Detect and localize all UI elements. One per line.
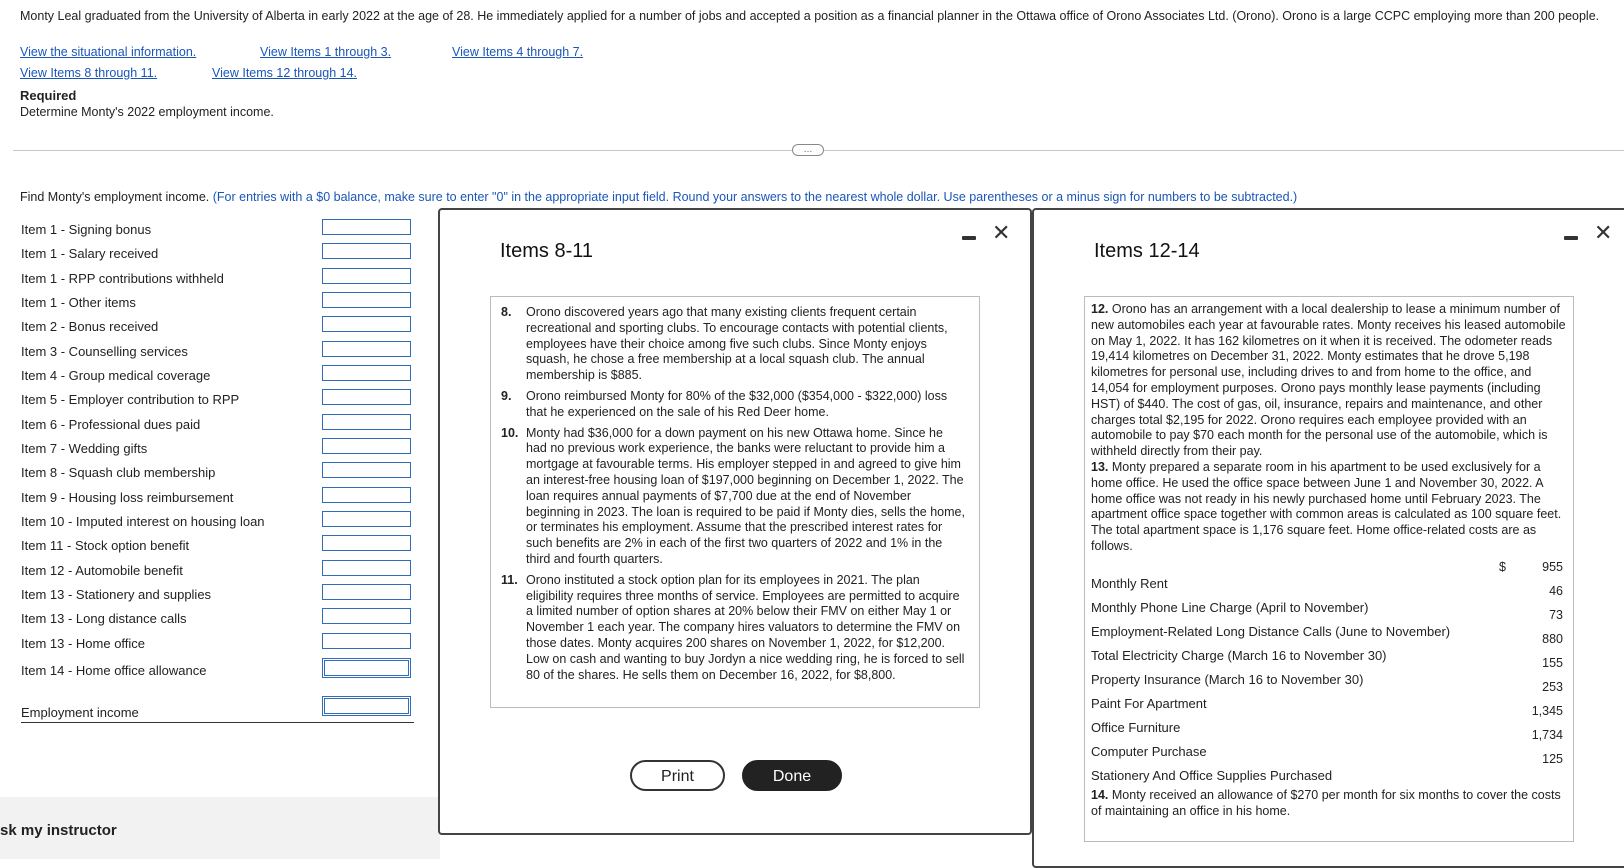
instructions [20, 190, 1297, 204]
dialog-title: Items 12-14 [1094, 240, 1200, 262]
instructions-note: (For entries with a $0 balance, make sure to enter "0" in the appropriate input field. Round your answers to the nearest whole dollar. Use parentheses or a minus sign for numbers to be subtracted.) [212, 190, 1298, 204]
cost-label: Total Electricity Charge (March 16 to November 30) [1091, 648, 1387, 663]
required-text: Determine Monty's 2022 employment income. [20, 105, 274, 119]
cost-label: Monthly Phone Line Charge (April to November) [1091, 600, 1369, 615]
row-label: Item 5 - Employer contribution to RPP [21, 392, 240, 407]
answer-input[interactable] [322, 389, 411, 405]
cost-value: 155 [1542, 656, 1563, 670]
item-10-text: 10. Monty had $36,000 for a down payment on his new Ottawa home. Since he had no previous work experience, the banks were reluctant to provide him a mortgage at favourable terms. His employer stepped in and agreed to give him an interest-free housing loan of $197,000 beginning on December 1, 2022. The loan requires annual payments of $7,700 due at the end of November beginning in 2023. The loan is required to be paid if Monty dies, sells the home, or terminates his employment. Assume that the prescribed interest rates for such benefits are 2% in each of the first two quarters of 2022 and 1% in the third and fourth quarters. [501, 425, 965, 566]
cost-value: 880 [1542, 632, 1563, 646]
answer-input[interactable] [322, 633, 411, 649]
row-label: Item 6 - Professional dues paid [21, 417, 201, 432]
required-heading: Required [20, 88, 77, 103]
answer-input[interactable] [322, 292, 411, 308]
answer-input[interactable] [322, 341, 411, 357]
row-label: Item 14 - Home office allowance [21, 663, 207, 678]
minimize-icon[interactable] [962, 236, 976, 240]
item-14-number: 14. [1091, 788, 1109, 802]
dialog-title: Items 8-11 [500, 240, 593, 262]
row-label: Item 3 - Counselling services [21, 344, 188, 359]
answer-input[interactable] [322, 243, 411, 259]
cost-label: Office Furniture [1091, 720, 1181, 735]
item-number: 8. [501, 305, 512, 319]
cost-label: Computer Purchase [1091, 744, 1207, 759]
item-14-text: 14. Monty received an allowance of $270 per month for six months to cover the costs of maintaining an office in his home. [1091, 788, 1561, 818]
items-12-14-content [1084, 296, 1574, 842]
row-label: Item 13 - Stationery and supplies [21, 587, 212, 602]
items-12-14-dialog [1032, 208, 1624, 868]
expand-ellipsis-button[interactable]: … [792, 144, 824, 156]
answer-input[interactable] [322, 268, 411, 284]
item-13-number: 13. [1091, 460, 1109, 474]
answer-input[interactable] [322, 658, 411, 678]
row-label: Item 1 - Signing bonus [21, 222, 152, 237]
link-items-12-14[interactable]: View Items 12 through 14. [212, 66, 357, 80]
item-12-text: 12. Orono has an arrangement with a local dealership to lease a minimum number of new automobiles each year at favourable rates. Monty receives his leased automobile on May 1, 2022. It has 162 kilometres on it when it is received. The odometer reads 19,414 kilometres on December 31, 2022. Monty estimates that he drove 5,198 kilometres for personal use, including drives to and from home to the office, and 14,054 for employment purposes. Orono pays monthly lease payments (including HST) of $440. The cost of gas, oil, insurance, repairs and maintenance, and other charges total $2,195 for 2022. Orono requires each employee provided with an automobile to pay $70 each month for the personal use of the automobile, which is withheld directly from their pay. [1091, 302, 1566, 459]
row-label: Item 11 - Stock option benefit [21, 538, 190, 553]
cost-label: Property Insurance (March 16 to November 30) [1091, 672, 1364, 687]
problem-intro: Monty Leal graduated from the University of Alberta in early 2022 at the age of 28. He immediately applied for a number of jobs and accepted a position as a financial planner in the Ottawa office of Orono Associates Ltd. (Orono). Orono is a large CCPC employing more than 200 people. [20, 9, 1600, 23]
cost-value: 253 [1542, 680, 1563, 694]
item-number: 10. [501, 425, 519, 440]
answer-input[interactable] [322, 414, 411, 430]
link-situational-info[interactable]: View the situational information. [20, 45, 197, 59]
ask-instructor-button[interactable]: sk my instructor [0, 822, 117, 839]
cost-value: 1,734 [1531, 728, 1563, 742]
minimize-icon[interactable] [1564, 236, 1578, 240]
close-icon[interactable]: ✕ [992, 220, 1011, 245]
cost-value: 125 [1542, 752, 1563, 766]
link-items-1-3[interactable]: View Items 1 through 3. [260, 45, 392, 59]
answer-input[interactable] [322, 316, 411, 332]
cost-value: 955 [1542, 560, 1563, 574]
instructions-main: Find Monty's employment income. [20, 190, 210, 204]
item-13-text: 13. Monty prepared a separate room in his apartment to be used exclusively for a home office. He used the office space between June 1 and November 30, 2022. A home office was not ready in his newly purchased home until February 2023. The apartment office space together with common areas is calculated as 100 square feet. The total apartment space is 1,176 square feet. Home office-related costs are as follows. [1091, 460, 1562, 553]
cost-label: Stationery And Office Supplies Purchased [1091, 768, 1333, 783]
cost-value: 1,345 [1531, 704, 1563, 718]
cost-value: 73 [1549, 608, 1563, 622]
answer-input[interactable] [322, 462, 411, 478]
item-number: 11. [501, 572, 518, 587]
item-number: 9. [501, 388, 512, 403]
close-icon[interactable]: ✕ [1594, 220, 1613, 245]
total-underline [21, 722, 414, 723]
cost-label: Paint For Apartment [1091, 696, 1207, 711]
employment-income-label: Employment income [21, 705, 139, 720]
answer-input[interactable] [322, 535, 411, 551]
items-8-11-content [490, 296, 980, 708]
row-label: Item 1 - RPP contributions withheld [21, 271, 224, 286]
cost-value: 46 [1549, 584, 1563, 598]
item-9-text: 9. Orono reimbursed Monty for 80% of the $32,000 ($354,000 - $322,000) loss that he experienced on the sale of his Red Deer home. [501, 388, 948, 419]
employment-income-input[interactable] [322, 696, 411, 716]
items-8-11-dialog [438, 208, 1032, 835]
cost-label: Monthly Rent [1091, 576, 1168, 591]
done-button[interactable]: Done [742, 760, 842, 791]
row-label: Item 13 - Home office [21, 636, 146, 651]
row-label: Item 1 - Salary received [21, 246, 159, 261]
row-label: Item 9 - Housing loss reimbursement [21, 490, 234, 505]
link-items-4-7[interactable]: View Items 4 through 7. [452, 45, 584, 59]
row-label: Item 12 - Automobile benefit [21, 563, 183, 578]
row-label: Item 13 - Long distance calls [21, 611, 187, 626]
cost-label: Employment-Related Long Distance Calls (June to November) [1091, 624, 1451, 639]
row-label: Item 4 - Group medical coverage [21, 368, 211, 383]
row-label: Item 10 - Imputed interest on housing loan [21, 514, 265, 529]
answer-input[interactable] [322, 584, 411, 600]
answer-input[interactable] [322, 560, 411, 576]
answer-input[interactable] [322, 608, 411, 624]
currency-symbol: $ [1499, 560, 1506, 574]
answer-input[interactable] [322, 365, 411, 381]
row-label: Item 7 - Wedding gifts [21, 441, 148, 456]
row-label: Item 2 - Bonus received [21, 319, 159, 334]
row-label: Item 1 - Other items [21, 295, 136, 310]
answer-input[interactable] [322, 511, 411, 527]
item-12-number: 12. [1091, 302, 1109, 316]
answer-input[interactable] [322, 438, 411, 454]
answer-input[interactable] [322, 487, 411, 503]
print-button[interactable]: Print [630, 760, 725, 791]
row-label: Item 8 - Squash club membership [21, 465, 216, 480]
answer-input[interactable] [322, 219, 411, 235]
item-11-text: 11. Orono instituted a stock option plan for its employees in 2021. The plan eligibility requires three months of service. Employees are permitted to acquire a limited number of option shares at 20% below their FMV on either May 1 or November 1 each year. The company hires valuators to determine the FMV on those dates. Monty acquires 200 shares on November 1, 2022, for $12,200. Low on cash and wanting to buy Jordyn a nice wedding ring, he is forced to sell 80 of the shares. He sells them on December 16, 2022, for $8,800. [501, 572, 965, 682]
item-8-text: 8. Orono discovered years ago that many existing clients frequent certain recreational and sporting clubs. To encourage contacts with potential clients, employees have their choice among five such clubs. Since Monty enjoys squash, he chose a free membership at a local squash club. The annual membership is $885. [501, 305, 948, 383]
link-items-8-11[interactable]: View Items 8 through 11. [20, 66, 158, 80]
